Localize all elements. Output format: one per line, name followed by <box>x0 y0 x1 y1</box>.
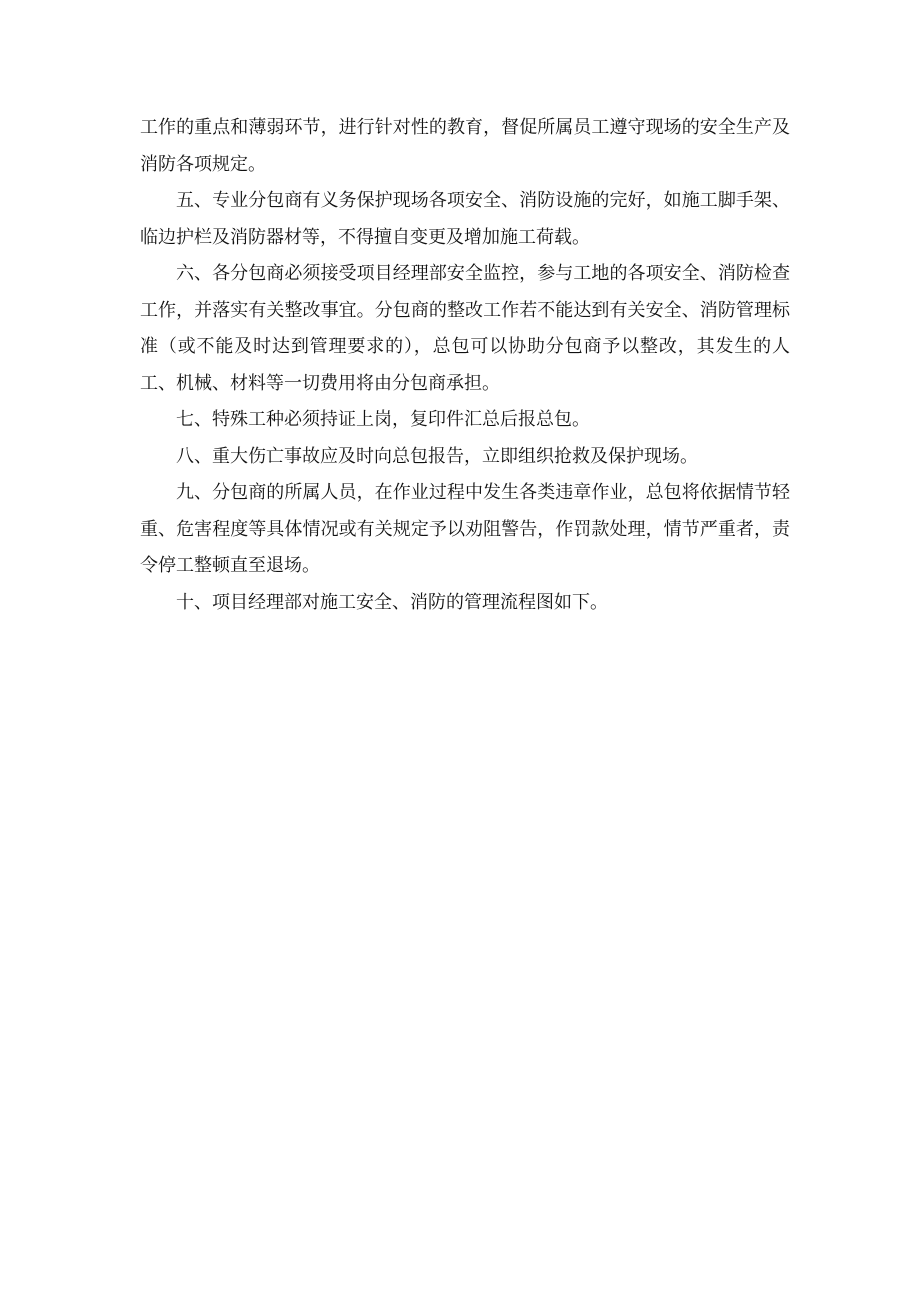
paragraph-item-8: 八、重大伤亡事故应及时向总包报告，立即组织抢救及保护现场。 <box>176 445 698 467</box>
paragraph-item-9: 九、分包商的所属人员，在作业过程中发生各类违章作业，总包将依据情节轻重、危害程度等具体情况或有关规定予以劝阻警告，作罚款处理，情节严重者，责令停工整顿直至退场。 <box>140 482 790 576</box>
document-body <box>140 110 790 621</box>
paragraph-item-5: 五、专业分包商有义务保护现场各项安全、消防设施的完好，如施工脚手架、临边护栏及消防器材等，不得擅自变更及增加施工荷载。 <box>140 190 790 248</box>
paragraph-item-10: 十、项目经理部对施工安全、消防的管理流程图如下。 <box>176 591 608 613</box>
paragraph-item-7: 七、特殊工种必须持证上岗，复印件汇总后报总包。 <box>176 409 590 430</box>
paragraph-item-6: 六、各分包商必须接受项目经理部安全监控，参与工地的各项安全、消防检查工作，并落实有关整改事宜。分包商的整改工作若不能达到有关安全、消防管理标准（或不能及时达到管理要求的），总包可以协助分包商予以整改，其发生的人工、机械、材料等一切费用将由分包商承担。 <box>140 263 790 394</box>
paragraph-continuation: 工作的重点和薄弱环节，进行针对性的教育，督促所属员工遵守现场的安全生产及消防各项规定。 <box>140 117 790 175</box>
